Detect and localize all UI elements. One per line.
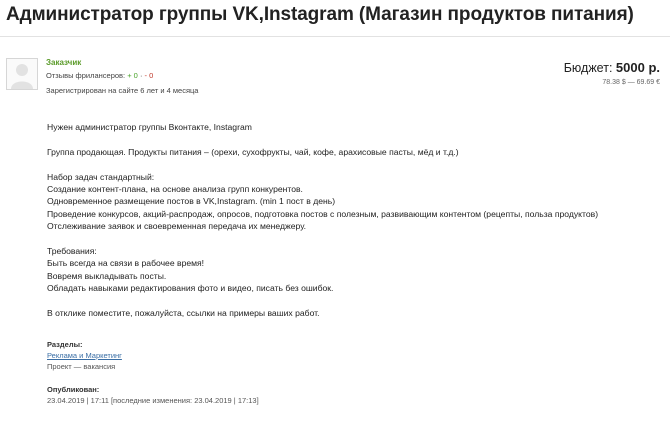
freelancer-reviews	[46, 71, 153, 80]
budget-amount: 5000 р.	[615, 60, 660, 75]
reviews-separator: ·	[139, 71, 143, 80]
avatar[interactable]	[6, 58, 38, 90]
description-line: Требования:	[47, 246, 97, 257]
description-line: Создание контент-плана, на основе анализа групп конкурентов.	[47, 184, 303, 194]
description-line: Набор задач стандартный:	[47, 171, 155, 182]
project-description	[47, 121, 657, 319]
description-line: Отслеживание заявок и своевременная передача их менеджеру.	[47, 221, 307, 232]
published-label: Опубликован:	[47, 385, 100, 394]
description-line: Вовремя выкладывать посты.	[47, 270, 167, 281]
project-type: Проект — вакансия	[47, 362, 116, 371]
budget-conversion: 78.38 $ — 69.69 €	[602, 79, 660, 86]
description-line: Быть всегда на связи в рабочее время!	[47, 258, 205, 269]
budget-label: Бюджет:	[563, 61, 613, 75]
description-line: Обладать навыками редактирования фото и видео, писать без ошибок.	[47, 283, 334, 294]
budget	[564, 60, 660, 75]
paragraph-gap	[47, 233, 657, 245]
reviews-negative[interactable]: - 0	[144, 71, 154, 80]
description-line: Нужен администратор группы Вконтакте, Instagram	[47, 122, 252, 132]
paragraph-gap	[47, 295, 657, 307]
description-line: В отклике поместите, пожалуйста, ссылки на примеры ваших работ.	[47, 308, 320, 319]
description-line: Группа продающая. Продукты питания – (орехи, сухофрукты, чай, кофе, арахисовые пасты, мёд и т.д.)	[47, 146, 459, 157]
published-date: 23.04.2019 | 17:11 [последние изменения: 23.04.2019 | 17:13]	[47, 396, 259, 405]
description-line: Проведение конкурсов, акций-распродаж, опросов, подготовка постов с полезным, развивающим контентом (рецепты, польза продуктов)	[47, 208, 599, 219]
description-line: Одновременное размещение постов в VK,Instagram. (min 1 пост в день)	[47, 196, 336, 207]
page-title: Администратор группы VK,Instagram (Магазин продуктов питания)	[6, 4, 634, 25]
reviews-label: Отзывы фрилансеров:	[46, 71, 126, 80]
divider	[0, 36, 670, 37]
reviews-positive[interactable]: + 0	[127, 71, 138, 80]
paragraph-gap	[47, 158, 657, 170]
sections-label: Разделы:	[47, 340, 83, 349]
user-placeholder-icon	[7, 59, 37, 89]
category-link[interactable]: Реклама и Маркетинг	[47, 351, 122, 360]
paragraph-gap	[47, 133, 657, 145]
customer-role-link[interactable]: Заказчик	[46, 58, 82, 67]
registration-info: Зарегистрирован на сайте 6 лет и 4 месяца	[46, 86, 199, 95]
